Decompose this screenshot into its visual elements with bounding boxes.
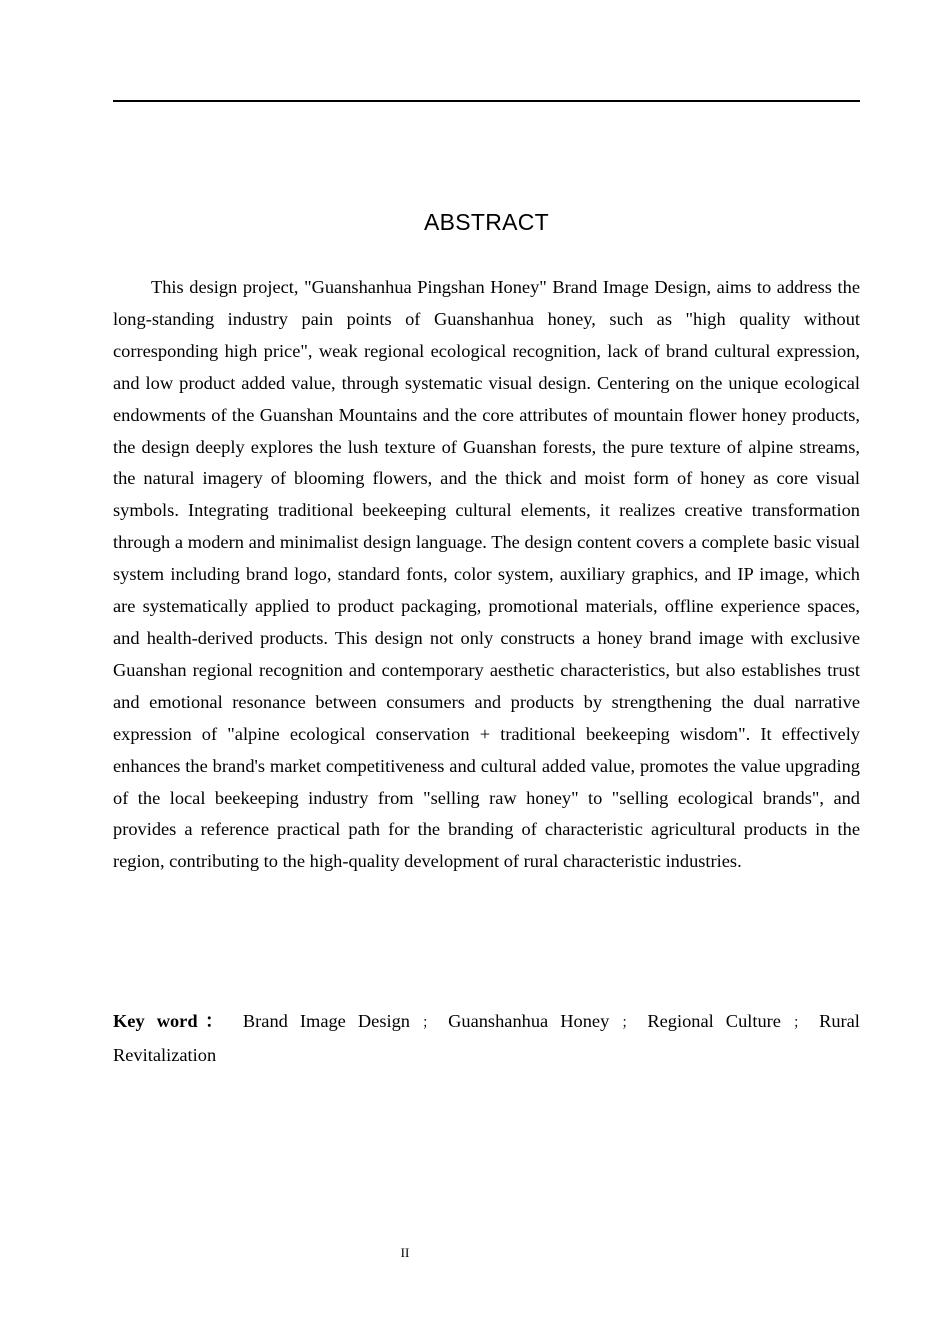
page-number: II [400,1245,410,1260]
abstract-body: This design project, "Guanshanhua Pingshan Honey" Brand Image Design, aims to address the long-standing industry pain points of Guanshanhua honey, such as "high quality without corresponding high price", weak regional ecological recognition, lack of brand cultural expression, and low product added value, through systematic visual design. Centering on the unique ecological endowments of the Guanshan Mountains and the core attributes of mountain flower honey products, the design deeply explores the lush texture of Guanshan forests, the pure texture of alpine streams, the natural imagery of blooming flowers, and the thick and moist form of honey as core visual symbols. Integrating traditional beekeeping cultural elements, it realizes creative transformation through a modern and minimalist design language. The design content covers a complete basic visual system including brand logo, standard fonts, color system, auxiliary graphics, and IP image, which are systematically applied to product packaging, promotional materials, offline experience spaces, and health-derived products. This design not only constructs a honey brand image with exclusive Guanshan regional recognition and contemporary aesthetic characteristics, but also establishes trust and emotional resonance between consumers and products by strengthening the dual narrative expression of "alpine ecological conservation + traditional beekeeping wisdom". It effectively enhances the brand's market competitiveness and cultural added value, promotes the value upgrading of the local beekeeping industry from "selling raw honey" to "selling ecological brands", and provides a reference practical path for the branding of characteristic agricultural products in the region, contributing to the high-quality development of rural characteristic industries. [113,277,860,872]
keyword-separator: ； [793,1016,808,1031]
keywords-label: Key word： [113,1011,231,1031]
header-rule [113,100,860,102]
keyword-separator: ； [422,1016,437,1031]
keyword-item: Guanshanhua Honey [448,1011,610,1031]
keywords-line [113,1006,860,1072]
keyword-separator: ； [621,1016,636,1031]
keyword-item: Regional Culture [647,1011,781,1031]
abstract-title: ABSTRACT [423,209,550,235]
keyword-item: Brand Image Design [242,1011,410,1031]
keyword-item: Rural Revitalization [113,1011,860,1065]
